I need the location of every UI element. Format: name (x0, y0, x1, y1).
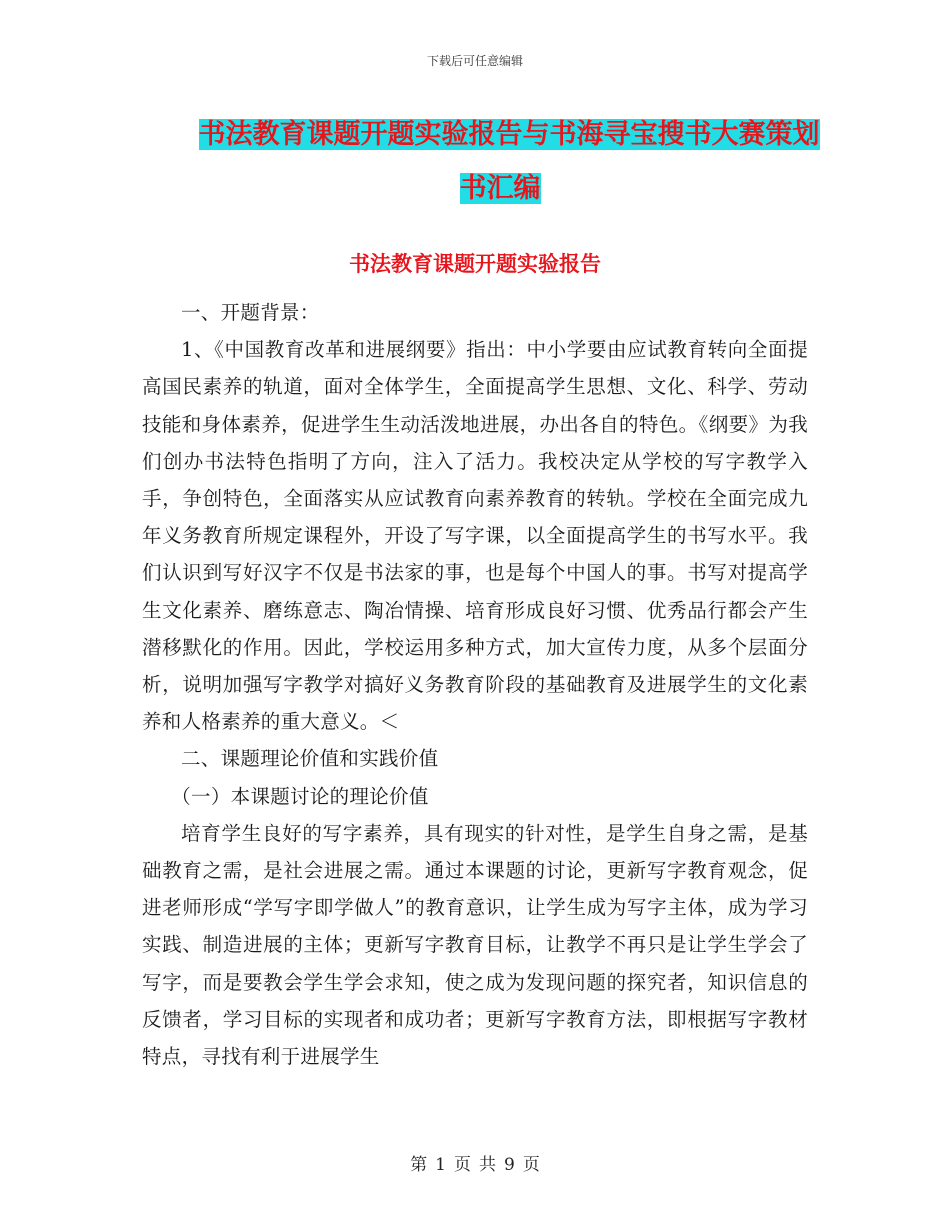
paragraph-background: 1、《中国教育改革和进展纲要》指出：中小学要由应试教育转向全面提高国民素养的轨道，面对全体学生，全面提高学生思想、文化、科学、劳动技能和身体素养，促进学生生动活泼地进展，办出各自的特色。《纲要》为我们创办书法特色指明了方向，注入了活力。我校决定从学校的写字教学入手，争创特色，全面落实从应试教育向素养教育的转轨。学校在全面完成九年义务教育所规定课程外，开设了写字课，以全面提高学生的书写水平。我们认识到写好汉字不仅是书法家的事，也是每个中国人的事。书写对提高学生文化素养、磨练意志、陶冶情操、培育形成良好习惯、优秀品行都会产生潜移默化的作用。因此，学校运用多种方式，加大宣传力度，从多个层面分析，说明加强写字教学对搞好义务教育阶段的基础教育及进展学生的文化素养和人格素养的重大意义。＜ (142, 338, 808, 734)
subheading-theory-value: （一）本课题讨论的理论价值 (171, 784, 429, 808)
title-line-1-text: 书法教育课题开题实验报告与书海寻宝搜书大赛策划 (198, 119, 820, 150)
page-footer (0, 1150, 950, 1175)
heading-background: 一、开题背景： (181, 301, 320, 324)
footer-page-label: 第 (410, 1155, 428, 1175)
footer-total-unit: 页 (522, 1155, 540, 1175)
paragraph-theory-value: 培育学生良好的写字素养，具有现实的针对性，是学生自身之需，是基础教育之需，是社会进展之需。通过本课题的讨论，更新写字教育观念，促进老师形成“学写字即学做人”的教育意识，让学生成为写字主体，成为学习实践、制造进展的主体；更新写字教育目标，让教学不再只是让学生学会了写字，而是要教会学生学会求知，使之成为发现问题的探究者，知识信息的反馈者，学习目标的实现者和成功者；更新写字教育方法，即根据写字教材特点，寻找有利于进展学生 (142, 821, 808, 1069)
heading-value: 二、课题理论价值和实践价值 (181, 747, 439, 771)
title-line-1 (140, 108, 860, 162)
page-header: 下载后可任意编辑 (426, 54, 523, 68)
section-title: 书法教育课题开题实验报告 (349, 251, 601, 276)
footer-total-label: 共 (479, 1155, 496, 1175)
document-body (142, 294, 808, 1075)
footer-page-number: 1 (435, 1155, 446, 1175)
title-line-2-text: 书汇编 (459, 173, 541, 204)
footer-total-number: 9 (504, 1155, 515, 1175)
footer-page-unit: 页 (454, 1155, 471, 1175)
document-title (140, 108, 860, 216)
